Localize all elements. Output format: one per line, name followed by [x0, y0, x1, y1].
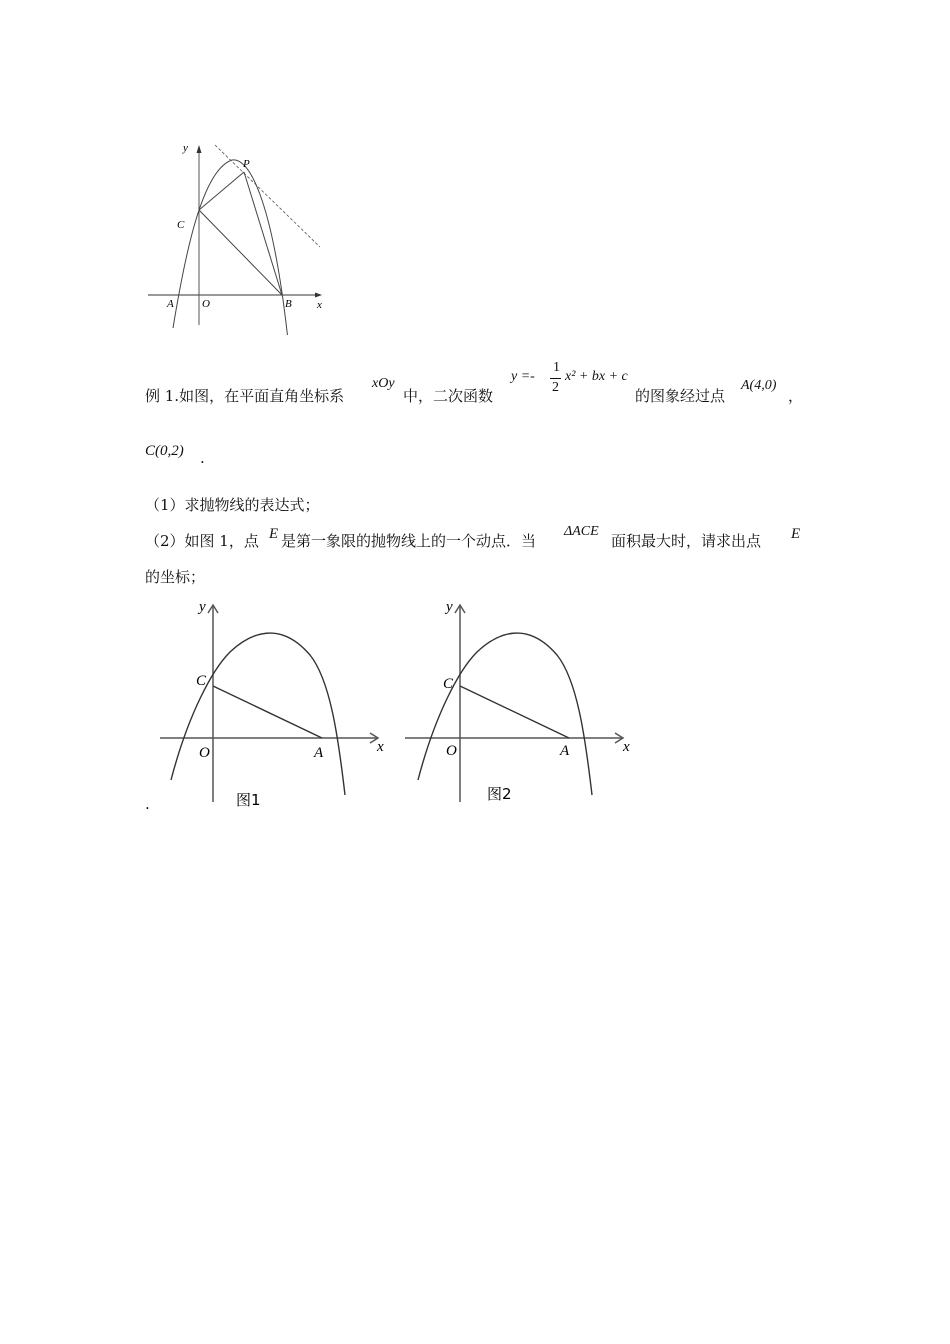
problem-suffix: 的图象经过点: [635, 387, 726, 405]
q2-point-e: E: [269, 526, 279, 542]
label-a: A: [314, 745, 324, 761]
label-o: O: [446, 743, 457, 759]
label-x: x: [317, 299, 322, 311]
trailing-dot: .: [145, 795, 150, 813]
label-y: y: [183, 142, 188, 154]
q2-part2: 是第一象限的抛物线上的一个动点．当: [281, 532, 537, 550]
equation-lhs: y =-: [511, 369, 535, 384]
label-o: O: [202, 298, 210, 310]
segment-ca: [213, 686, 322, 738]
question-1: （1）求抛物线的表达式；: [145, 496, 320, 514]
q2-point-e-2: E: [791, 526, 801, 542]
parabola-curve: [173, 160, 288, 335]
fraction-numerator: 1: [553, 360, 560, 375]
problem-line-1: [145, 360, 825, 406]
label-a: A: [560, 743, 570, 759]
label-c: C: [196, 673, 207, 689]
q2-triangle-ace: ΔACE: [564, 524, 599, 539]
segment-pb: [244, 172, 282, 295]
q2-part3: 面积最大时，请求出点: [611, 532, 762, 550]
q2-part1: （2）如图 1，点: [145, 532, 259, 550]
label-x: x: [377, 739, 384, 755]
label-x: x: [623, 739, 630, 755]
label-b: B: [285, 298, 292, 310]
problem-middle: 中，二次函数: [403, 387, 494, 405]
figure-1-caption: 图1: [236, 791, 261, 809]
problem-line-2: [145, 443, 345, 467]
x-axis-arrow-icon: [315, 293, 322, 298]
problem-intro: 例 1.如图，在平面直角坐标系: [145, 387, 345, 405]
label-c: C: [177, 219, 185, 231]
segment-ca: [460, 686, 569, 738]
figure-1: [150, 595, 390, 815]
coord-system-xoy: xOy: [372, 376, 395, 391]
segment-cb: [199, 210, 282, 295]
label-c: C: [443, 676, 454, 692]
point-a: A(4,0): [741, 378, 777, 393]
period: .: [200, 449, 205, 467]
label-y: y: [199, 599, 206, 615]
point-c: C(0,2): [145, 443, 184, 459]
label-a: A: [167, 298, 174, 310]
parabola-curve: [171, 633, 345, 795]
question-2-line-2: 的坐标；: [145, 568, 206, 586]
comma: ，: [788, 387, 804, 405]
figure-2: [395, 595, 635, 815]
fraction-denominator: 2: [552, 380, 559, 395]
fraction-bar: [550, 378, 561, 379]
label-p: P: [243, 158, 250, 170]
tangent-line: [215, 145, 320, 247]
question-2: [145, 524, 825, 552]
top-parabola-figure: [140, 135, 340, 335]
y-axis-arrow-icon: [197, 145, 202, 153]
label-o: O: [199, 745, 210, 761]
equation-rhs: x² + bx + c: [565, 369, 628, 384]
segment-cp: [199, 172, 244, 210]
label-y: y: [446, 599, 453, 615]
figure-2-caption: 图2: [487, 785, 512, 803]
parabola-curve: [418, 633, 592, 795]
